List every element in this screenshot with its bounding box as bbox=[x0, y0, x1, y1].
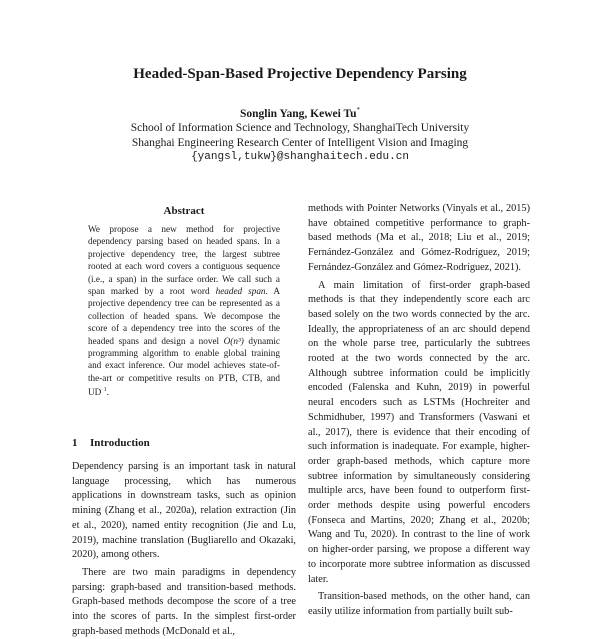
intro-paragraph-2: There are two main paradigms in dependency parsing: graph-based and transition-based methods. Graph-based methods decompose the score of a tree into the scores of parts. In the simplest first-order graph-based methods (McDonald et al., bbox=[72, 566, 296, 637]
abstract-body bbox=[88, 223, 280, 399]
right-paragraph-2: A main limitation of first-order graph-based methods is that they independently score each arc based solely on the two words connected by the arc. Ideally, the appropriateness of an arc should depend on the whole parse tree, particularly the subtrees rooted at the two words connected by the arc. Although subtree information could be implicitly encoded (Falenska and Kuhn, 2019) in powerful neural encoders such as LSTMs (Hochreiter and Schmidhuber, 1997) and Transformers (Vaswani et al., 2017), there is evidence that their encoding of such information is inadequate. For example, higher-order graph-based methods, which capture more subtree information by simultaneously considering multiple arcs, have been found to outperform first-order methods despite using powerful encoders (Fonseca and Martins, 2020; Zhang et al., 2020b; Wang and Tu, 2020). In contrast to the line of work on higher-order parsing, we propose a different way to incorporate more subtree information as discussed later. bbox=[308, 279, 530, 585]
section-heading-introduction bbox=[72, 437, 150, 449]
affiliation-2: Shanghai Engineering Research Center of Intelligent Vision and Imaging bbox=[131, 137, 469, 149]
affiliation-1: School of Information Science and Technology, ShanghaiTech University bbox=[130, 122, 470, 134]
left-column-body bbox=[72, 460, 296, 639]
right-paragraph-3: Transition-based methods, on the other hand, can easily utilize information from partially built sub- bbox=[308, 591, 530, 617]
section-number: 1 bbox=[72, 437, 78, 449]
section-title: Introduction bbox=[90, 437, 150, 449]
right-paragraph-1: methods with Pointer Networks (Vinyals et al., 2015) have obtained competitive performance to graph-based methods (Ma et al., 2018; Liu et al., 2019; Fernández-González and Gómez-Rodríguez, 2019; Fernández-González and Gómez-Rodríguez, 2021). bbox=[308, 203, 530, 273]
footnote-mark: 1 bbox=[103, 387, 107, 394]
abstract-text-1: We propose a new method for projective dependency parsing based on headed spans. In a projective dependency tree, the largest subtree rooted at each word covers a contiguous sequence (i.e., a span) in the surface order. We call such a span marked by a root word bbox=[88, 224, 280, 297]
complexity-formula: O(n³) bbox=[223, 335, 244, 346]
author-names bbox=[0, 106, 600, 120]
abstract-text-4: . bbox=[106, 387, 109, 398]
paper-title: Headed-Span-Based Projective Dependency Parsing bbox=[133, 66, 467, 82]
abstract-heading: Abstract bbox=[163, 205, 205, 217]
intro-paragraph-1: Dependency parsing is an important task in natural language processing, which has numerous applications in downstream tasks, such as opinion mining (Zhang et al., 2020a), relation extraction (Jin et al., 2020), named entity recognition (Jie and Lu, 2019), machine translation (Bugliarello and Okazaki, 2020), among others. bbox=[72, 461, 296, 561]
abstract-italic-term: headed span bbox=[215, 286, 266, 297]
right-column-body bbox=[308, 202, 530, 620]
corresponding-author-mark: * bbox=[356, 106, 361, 114]
abstract-text-2: . A projective dependency tree can be represented as a collection of headed spans. We decompose the score of a dependency tree into the scores of the headed spans and design a novel bbox=[88, 286, 280, 346]
abstract-text-3: dynamic programming algorithm to enable global training and exact inference. Our model achieves state-of-the-art or competitive results on PTB, CTB, and UD bbox=[88, 335, 280, 398]
author-email: {yangsl,tukw}@shanghaitech.edu.cn bbox=[191, 151, 409, 163]
author-list: Songlin Yang, Kewei Tu bbox=[239, 107, 357, 120]
